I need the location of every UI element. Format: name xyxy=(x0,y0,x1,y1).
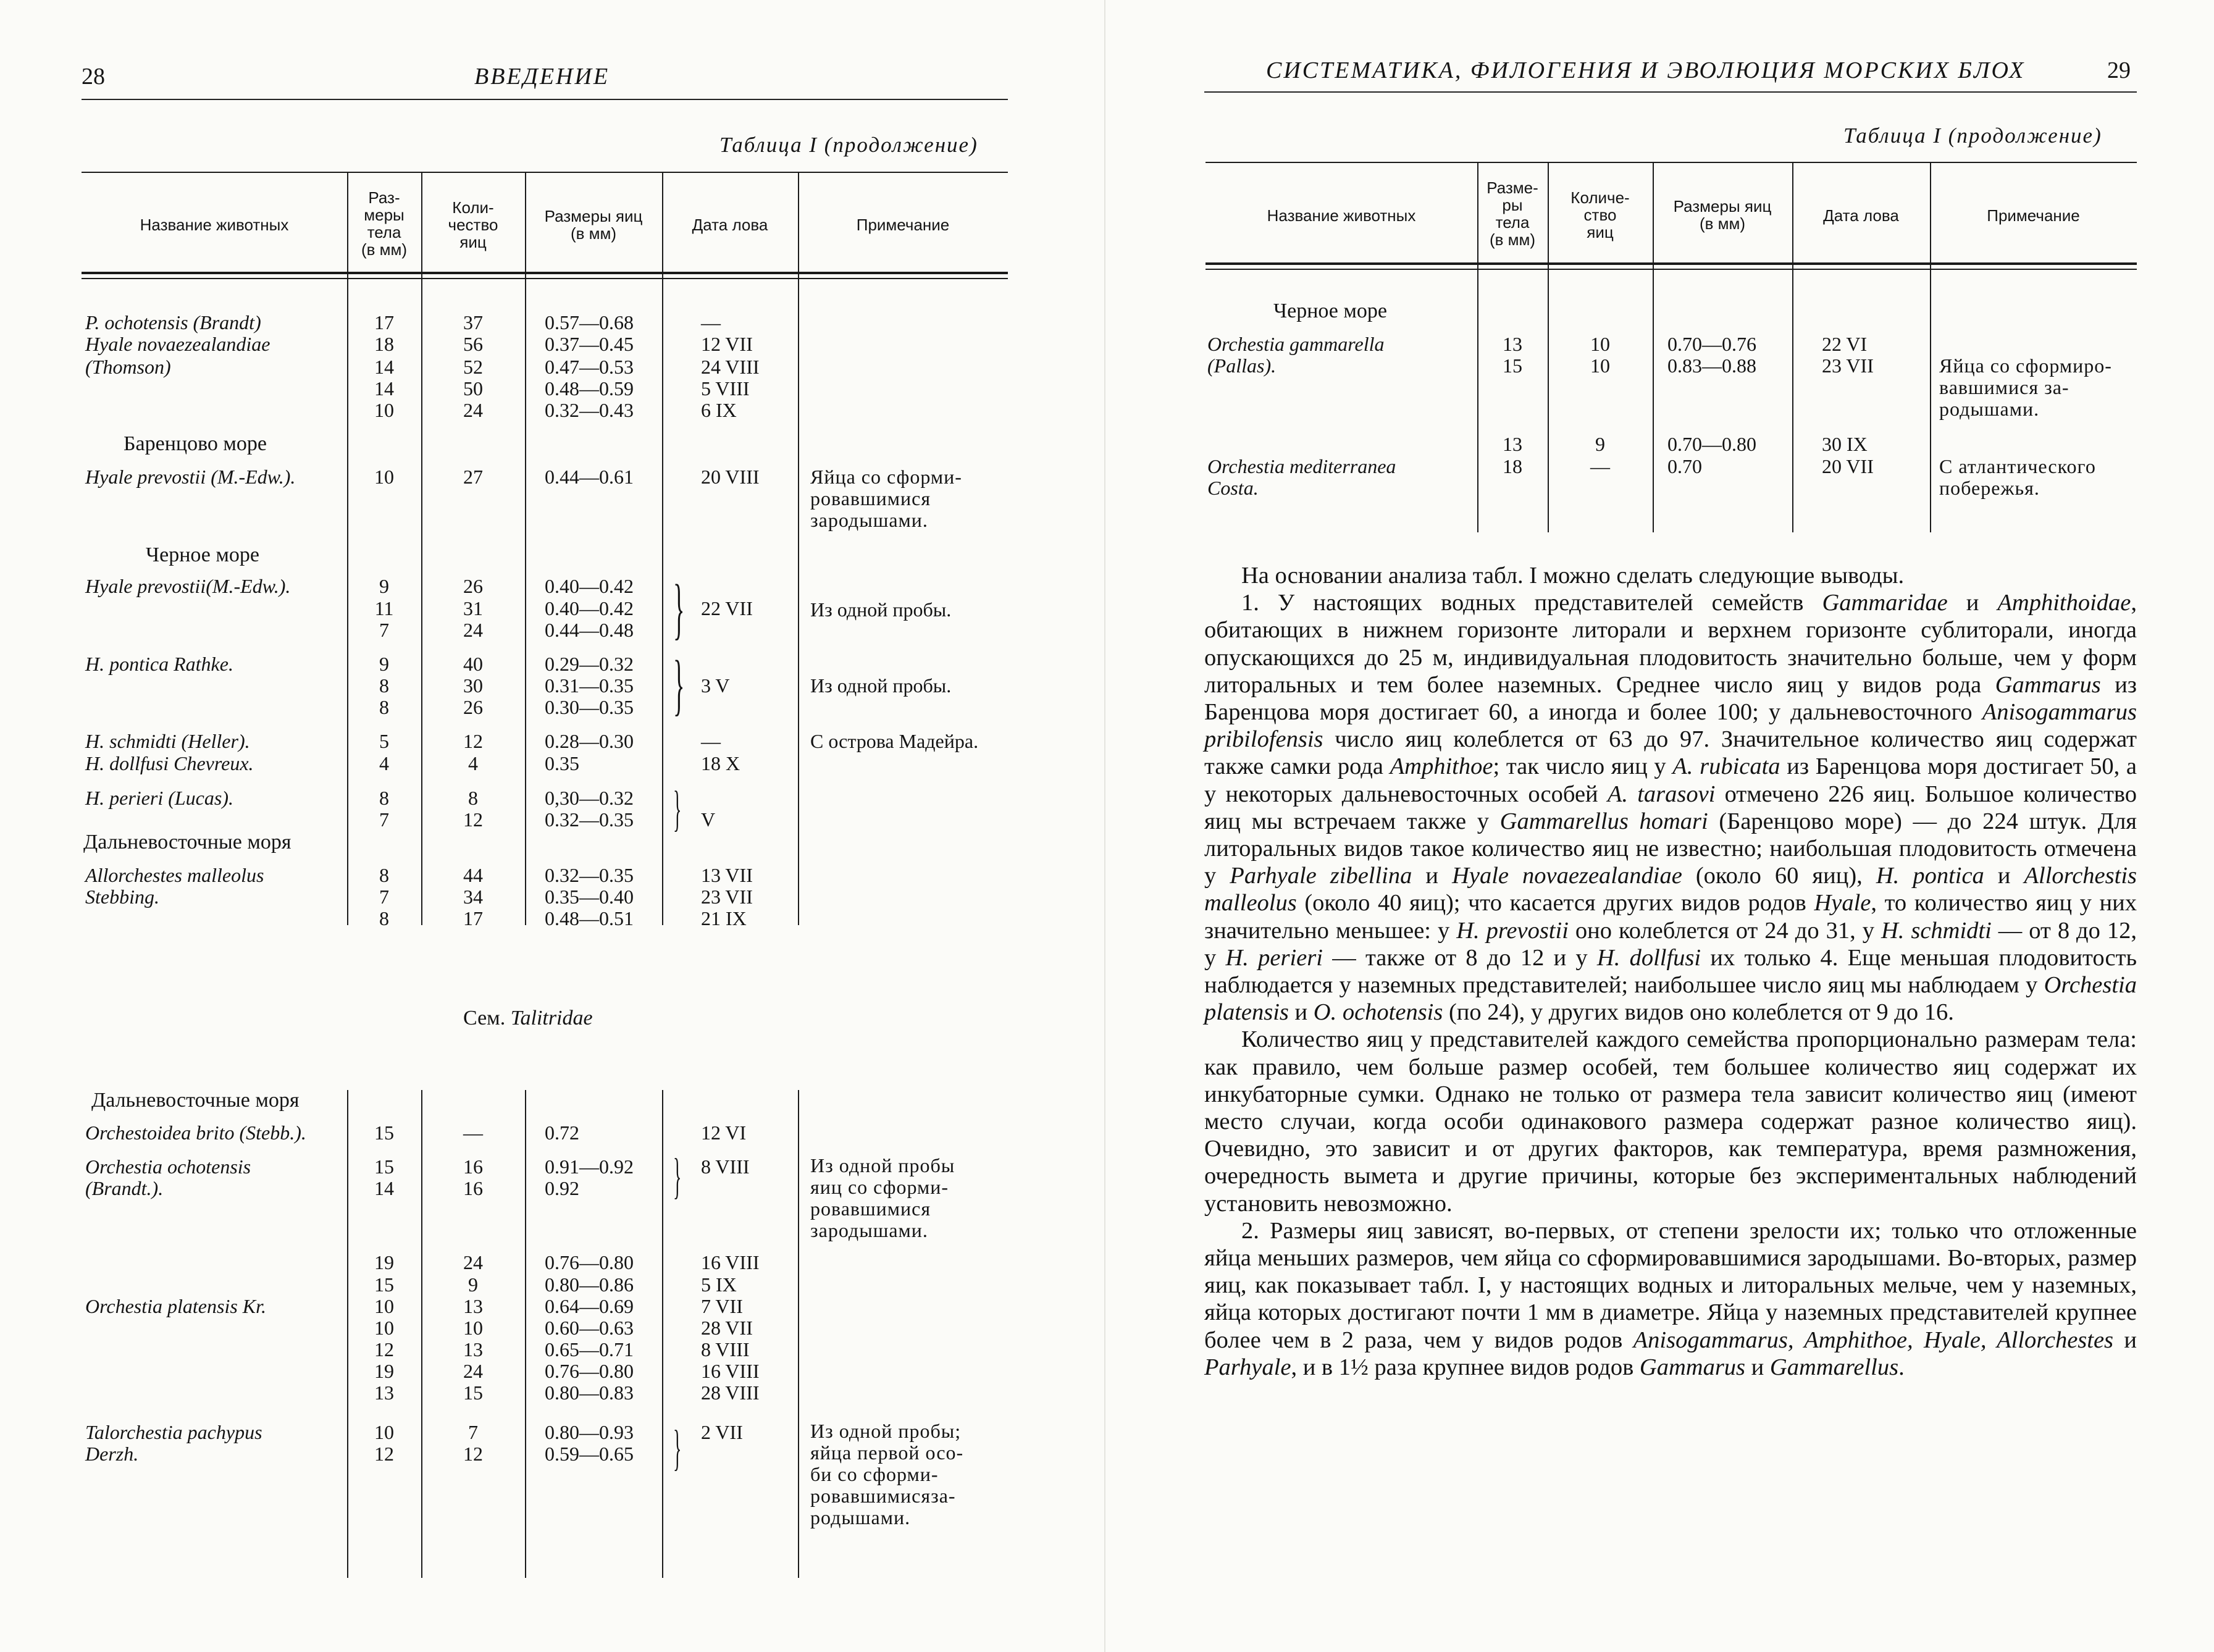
species-name: Stebbing. xyxy=(85,886,159,908)
table-header-rule-right xyxy=(1206,262,2137,265)
body-size: 9 xyxy=(379,653,389,675)
egg-count: 10 xyxy=(463,1317,483,1339)
body-size: 11 xyxy=(374,597,394,619)
catch-date: 23 VII xyxy=(701,886,753,908)
egg-size: 0.31—0.35 xyxy=(545,674,634,697)
catch-date: 8 VIII xyxy=(701,1338,750,1361)
section-black-sea: Черное море xyxy=(146,543,259,566)
egg-count: 52 xyxy=(463,356,483,378)
rheader-egg: Размеры яиц (в мм) xyxy=(1673,197,1772,233)
species-name: Costa. xyxy=(1207,477,1259,499)
brace-5: } xyxy=(673,1421,682,1475)
egg-count: 30 xyxy=(463,674,483,697)
book-spine xyxy=(1104,0,1105,1652)
egg-count: 40 xyxy=(463,653,483,675)
body-size: 12 xyxy=(374,1338,394,1361)
rheader-count: Количе- ство яиц xyxy=(1570,188,1630,241)
egg-size: 0.40—0.42 xyxy=(545,575,634,597)
egg-size: 0.48—0.51 xyxy=(545,907,634,929)
egg-count: 9 xyxy=(468,1273,478,1296)
body-size: 10 xyxy=(374,1295,394,1317)
col2-sep-4 xyxy=(662,1090,663,1578)
egg-count: 50 xyxy=(463,377,483,400)
egg-count: 12 xyxy=(463,808,483,831)
running-head-left: ВВЕДЕНИЕ xyxy=(474,64,610,90)
egg-count: 17 xyxy=(463,907,483,929)
body-size: 8 xyxy=(379,787,389,809)
species-name: Orchestoidea brito (Stebb.). xyxy=(85,1122,306,1144)
body-size: 5 xyxy=(379,730,389,752)
note-one-sample-2: Из одной пробы. xyxy=(810,674,952,697)
catch-date: 6 IX xyxy=(701,399,737,421)
egg-count: 24 xyxy=(463,619,483,641)
egg-count: 8 xyxy=(468,787,478,809)
species-name: Orchestia mediterranea xyxy=(1207,455,1396,477)
page-number-left: 28 xyxy=(82,64,105,90)
species-name: (Thomson) xyxy=(85,356,171,378)
catch-date: 21 IX xyxy=(701,907,747,929)
catch-date: 22 VII xyxy=(701,597,753,619)
body-size: 13 xyxy=(1503,433,1522,455)
egg-count: — xyxy=(463,1122,483,1144)
paragraph-3: Количество яиц у представителей каждого семейства пропорционально размерам тела: как правило, чем больше размер особей, тем большее количество яиц содержат их инкубаторные сумки. Однако не только от размера тела зависит количество яиц (имеют место случаи, когда особи одинакового размера содержат разное количество яиц). Очевидно, это зависит и от других факторов, как температура, время размножения, очередность вымета и другие причины, которые без экспериментальных наблюдений установить невозможно. xyxy=(1204,1026,2137,1217)
body-size: 10 xyxy=(374,1317,394,1339)
section-fareast-1: Дальневосточные моря xyxy=(83,831,291,853)
header-name: Название животных xyxy=(140,216,289,234)
catch-date: 5 VIII xyxy=(701,377,750,400)
egg-count: 27 xyxy=(463,466,483,488)
species-name: Allorchestes malleolus xyxy=(85,864,264,886)
egg-count: 12 xyxy=(463,1443,483,1465)
egg-size: 0.32—0.35 xyxy=(545,864,634,886)
egg-size: 0.80—0.83 xyxy=(545,1382,634,1404)
body-size: 19 xyxy=(374,1360,394,1382)
catch-date: 20 VII xyxy=(1822,455,1874,477)
egg-size: 0.44—0.61 xyxy=(545,466,634,488)
body-size: 8 xyxy=(379,696,389,718)
body-size: 12 xyxy=(374,1443,394,1465)
brace-4: } xyxy=(673,1149,682,1204)
egg-count: 31 xyxy=(463,597,483,619)
header-rule-right xyxy=(1204,91,2137,93)
egg-count: 9 xyxy=(1595,433,1605,455)
egg-size: 0.76—0.80 xyxy=(545,1251,634,1273)
note-gammarella: Яйца со сформиро- вавшимися за- родышами. xyxy=(1939,354,2112,420)
header-count: Коли- чество яиц xyxy=(448,198,498,251)
running-head-right: СИСТЕМАТИКА, ФИЛОГЕНИЯ И ЭВОЛЮЦИЯ МОРСКИХ БЛОХ xyxy=(1266,57,2026,83)
species-name: Hyale prevostii (M.-Edw.). xyxy=(85,466,296,488)
egg-count: 4 xyxy=(468,752,478,774)
egg-count: 16 xyxy=(463,1155,483,1178)
header-date: Дата лова xyxy=(692,216,768,234)
col-sep-3 xyxy=(525,172,526,925)
table-header-rule2-right xyxy=(1206,269,2137,270)
body-size: 13 xyxy=(1503,333,1522,355)
body-text xyxy=(1204,562,2137,1381)
egg-count: 24 xyxy=(463,1360,483,1382)
body-size: 4 xyxy=(379,752,389,774)
egg-size: 0.32—0.43 xyxy=(545,399,634,421)
body-size: 13 xyxy=(374,1382,394,1404)
body-size: 7 xyxy=(379,886,389,908)
egg-count: 34 xyxy=(463,886,483,908)
catch-date: 16 VIII xyxy=(701,1251,760,1273)
egg-size: 0.64—0.69 xyxy=(545,1295,634,1317)
note-prevostii: Яйца со сформи- ровавшимися зародышами. xyxy=(810,466,962,531)
species-name: (Brandt.). xyxy=(85,1177,164,1199)
egg-count: 13 xyxy=(463,1338,483,1361)
species-name: Orchestia gammarella xyxy=(1207,333,1385,355)
egg-size: 0.80—0.86 xyxy=(545,1273,634,1296)
rheader-size: Разме- ры тела (в мм) xyxy=(1486,178,1538,249)
body-size: 18 xyxy=(1503,455,1522,477)
page-number-right: 29 xyxy=(2107,57,2131,83)
catch-date: 28 VIII xyxy=(701,1382,760,1404)
catch-date: 16 VIII xyxy=(701,1360,760,1382)
rheader-name: Название животных xyxy=(1267,206,1416,225)
egg-size: 0.30—0.35 xyxy=(545,696,634,718)
egg-size: 0.70 xyxy=(1667,455,1702,477)
catch-date: 18 X xyxy=(701,752,740,774)
body-size: 7 xyxy=(379,619,389,641)
species-name: Derzh. xyxy=(85,1443,139,1465)
egg-size: 0.92 xyxy=(545,1177,579,1199)
body-size: 10 xyxy=(374,399,394,421)
catch-date: 13 VII xyxy=(701,864,753,886)
egg-count: 7 xyxy=(468,1421,478,1443)
egg-size: 0.32—0.35 xyxy=(545,808,634,831)
catch-date: 3 V xyxy=(701,674,730,697)
egg-size: 0.57—0.68 xyxy=(545,311,634,333)
egg-count: 26 xyxy=(463,696,483,718)
species-name: Orchestia platensis Kr. xyxy=(85,1295,267,1317)
egg-count: 44 xyxy=(463,864,483,886)
section-barents: Баренцово море xyxy=(124,432,267,455)
table-header-rule2-left xyxy=(82,278,1008,279)
table-top-rule-right xyxy=(1206,162,2137,163)
egg-size: 0.48—0.59 xyxy=(545,377,634,400)
body-size: 8 xyxy=(379,674,389,697)
body-size: 9 xyxy=(379,575,389,597)
egg-count: 16 xyxy=(463,1177,483,1199)
catch-date: 30 IX xyxy=(1822,433,1868,455)
note-madeira: С острова Мадейра. xyxy=(810,730,979,752)
egg-size: 0.37—0.45 xyxy=(545,333,634,355)
paragraph-2: 1. У настоящих водных представителей семейств Gammaridae и Amphithoidae, обитающих в нижнем горизонте литорали и верхнем горизонте сублиторали, иногда опускающихся до 25 м, индивидуальная плодовитость значительно больше, чем у форм литоральных и тем более наземных. Среднее число яиц у видов рода Gammarus из Баренцова моря достигает 60, а иногда и более 100; у дальневосточного Anisogammarus pribilofensis число яиц колеблется от 63 до 97. Значительное количество яиц содержат также самки рода Amphithoe; так число яиц у A. rubicata из Баренцова моря достигает 50, а у некоторых дальневосточных особей A. tarasovi отмечено 226 яиц. Большое количество яиц мы встречаем также у Gammarellus homari (Баренцово море) — до 224 штук. Для литоральных видов такое количество яиц не известно; наибольшая плодовитость отмечена у Parhyale zibellina и Hyale novaezealandiae (около 60 яиц), H. pontica и Allorchestis malleolus (около 40 яиц); что касается других видов родов Hyale, то количество яиц у них значительно меньшее: у H. prevostii оно колеблется от 24 до 31, у H. schmidti — от 8 до 12, у H. perieri — также от 8 до 12 и у H. dollfusi их только 4. Еще меньшая плодовитость наблюдается у наземных представителей; наибольшее число яиц мы наблюдаем у Orchestia platensis и O. ochotensis (по 24), у других видов оно колеблется от 9 до 16. xyxy=(1204,590,2137,1026)
egg-size: 0.70—0.76 xyxy=(1667,333,1756,355)
family-label-text: Сем. xyxy=(463,1007,506,1029)
body-size: 10 xyxy=(374,466,394,488)
table-caption-left: Таблица I (продолжение) xyxy=(719,133,978,157)
note-ochotensis: Из одной пробы яиц со сформи- ровавшимися зародышами. xyxy=(810,1154,955,1241)
catch-date: 2 VII xyxy=(701,1421,743,1443)
egg-size: 0.76—0.80 xyxy=(545,1360,634,1382)
catch-date: 20 VIII xyxy=(701,466,760,488)
header-egg: Размеры яиц (в мм) xyxy=(544,207,643,243)
egg-size: 0.35—0.40 xyxy=(545,886,634,908)
body-size: 17 xyxy=(374,311,394,333)
rheader-note: Примечание xyxy=(1987,206,2080,225)
brace-3: } xyxy=(673,782,682,836)
paragraph-4: 2. Размеры яиц зависят, во-первых, от степени зрелости их; только что отложенные яйца меньших размеров, чем яйца со сформировавшимися зародышами. Во-вторых, размер яиц, как показывает табл. I, у настоящих водных и литоральных мельче, чем у наземных, яйца которых достигают почти 1 мм в диаметре. Яйца у наземных представителей крупнее более чем в 2 раза, чем у видов родов Anisogammarus, Amphithoe, Hyale, Allorchestes и Parhyale, и в 1½ раза крупнее видов родов Gammarus и Gammarellus. xyxy=(1204,1217,2137,1380)
species-name: Hyale prevostii(M.-Edw.). xyxy=(85,575,291,597)
body-size: 15 xyxy=(374,1273,394,1296)
col2-sep-5 xyxy=(798,1090,799,1578)
egg-size: 0.70—0.80 xyxy=(1667,433,1756,455)
col-sep-4 xyxy=(662,172,663,925)
egg-count: 12 xyxy=(463,730,483,752)
body-size: 14 xyxy=(374,356,394,378)
section-fareast-2: Дальневосточные моря xyxy=(91,1089,300,1112)
species-name: Hyale novaezealandiae xyxy=(85,333,270,355)
egg-size: 0.60—0.63 xyxy=(545,1317,634,1339)
egg-size: 0.28—0.30 xyxy=(545,730,634,752)
egg-size: 0.80—0.93 xyxy=(545,1421,634,1443)
family-name: Talitridae xyxy=(510,1007,593,1029)
catch-date: 24 VIII xyxy=(701,356,760,378)
egg-count: 24 xyxy=(463,399,483,421)
brace-2: } xyxy=(673,647,685,722)
egg-size: 0.91—0.92 xyxy=(545,1155,634,1178)
body-size: 19 xyxy=(374,1251,394,1273)
table-caption-right: Таблица I (продолжение) xyxy=(1843,124,2102,148)
catch-date: 8 VIII xyxy=(701,1155,750,1178)
species-name: (Pallas). xyxy=(1207,354,1277,377)
species-name: Talorchestia pachypus xyxy=(85,1421,262,1443)
body-size: 18 xyxy=(374,333,394,355)
left-page xyxy=(0,0,1099,1652)
species-name: P. ochotensis (Brandt) xyxy=(85,311,261,333)
egg-size: 0.44—0.48 xyxy=(545,619,634,641)
catch-date: — xyxy=(701,311,721,333)
egg-size: 0.35 xyxy=(545,752,579,774)
egg-size: 0.72 xyxy=(545,1122,579,1144)
body-size: 8 xyxy=(379,907,389,929)
body-size: 8 xyxy=(379,864,389,886)
egg-size: 0.59—0.65 xyxy=(545,1443,634,1465)
catch-date: 22 VI xyxy=(1822,333,1868,355)
catch-date: 23 VII xyxy=(1822,354,1874,377)
species-name: H. schmidti (Heller). xyxy=(85,730,250,752)
egg-count: 10 xyxy=(1590,333,1610,355)
egg-size: 0.65—0.71 xyxy=(545,1338,634,1361)
species-name: Orchestia ochotensis xyxy=(85,1155,251,1178)
table-top-rule-left xyxy=(82,172,1008,173)
egg-count: 24 xyxy=(463,1251,483,1273)
body-size: 7 xyxy=(379,808,389,831)
species-name: H. perieri (Lucas). xyxy=(85,787,233,809)
catch-date: 7 VII xyxy=(701,1295,743,1317)
table-header-rule-left xyxy=(82,272,1008,274)
egg-count: 13 xyxy=(463,1295,483,1317)
catch-date: V xyxy=(701,808,716,831)
note-talorchestia: Из одной пробы; яйца первой осо- би со сформи- ровавшимисяза- родышами. xyxy=(810,1420,964,1528)
egg-count: 10 xyxy=(1590,354,1610,377)
body-size: 15 xyxy=(374,1155,394,1178)
body-size: 15 xyxy=(1503,354,1522,377)
rsection-black-sea: Черное море xyxy=(1273,300,1387,322)
col-sep-5 xyxy=(798,172,799,925)
egg-count: — xyxy=(1590,455,1610,477)
brace-1: } xyxy=(673,571,685,646)
catch-date: 28 VII xyxy=(701,1317,753,1339)
catch-date: — xyxy=(701,730,721,752)
egg-size: 0.47—0.53 xyxy=(545,356,634,378)
species-name: H. pontica Rathke. xyxy=(85,653,233,675)
egg-count: 37 xyxy=(463,311,483,333)
catch-date: 12 VI xyxy=(701,1122,747,1144)
egg-size: 0.29—0.32 xyxy=(545,653,634,675)
header-note: Примечание xyxy=(856,216,950,234)
egg-size: 0.40—0.42 xyxy=(545,597,634,619)
egg-count: 56 xyxy=(463,333,483,355)
body-size: 14 xyxy=(374,377,394,400)
egg-count: 26 xyxy=(463,575,483,597)
egg-size: 0,30—0.32 xyxy=(545,787,634,809)
note-mediterranea: С атлантического побережья. xyxy=(1939,455,2096,499)
body-size: 10 xyxy=(374,1421,394,1443)
body-size: 14 xyxy=(374,1177,394,1199)
catch-date: 12 VII xyxy=(701,333,753,355)
body-size: 15 xyxy=(374,1122,394,1144)
header-rule-left xyxy=(82,99,1008,100)
family-label xyxy=(463,1007,593,1030)
species-name: H. dollfusi Chevreux. xyxy=(85,752,254,774)
col2-sep-3 xyxy=(525,1090,526,1578)
egg-size: 0.83—0.88 xyxy=(1667,354,1756,377)
catch-date: 5 IX xyxy=(701,1273,737,1296)
note-one-sample-1: Из одной пробы. xyxy=(810,598,952,621)
paragraph-1: На основании анализа табл. I можно сделать следующие выводы. xyxy=(1241,563,1905,589)
egg-count: 15 xyxy=(463,1382,483,1404)
rheader-date: Дата лова xyxy=(1823,206,1899,225)
header-size: Раз- меры тела (в мм) xyxy=(361,188,408,259)
